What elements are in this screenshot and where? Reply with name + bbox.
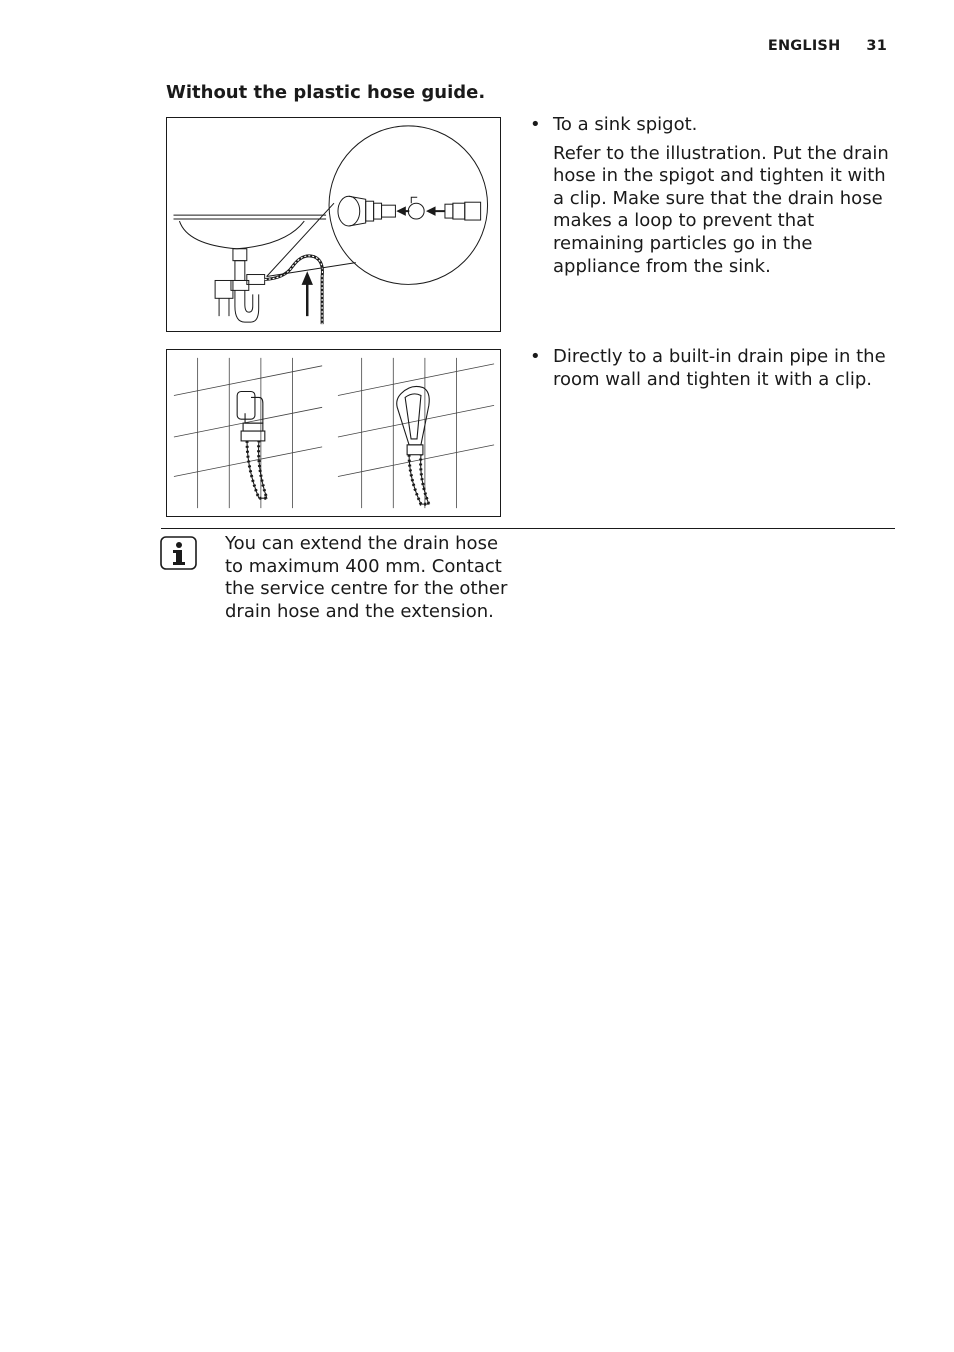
section-title: Without the plastic hose guide. (166, 82, 486, 103)
bullet: • (530, 346, 541, 367)
list-item-sink-spigot (530, 114, 895, 278)
page-header (768, 38, 887, 54)
item-body-text: Refer to the illustration. Put the drain hose in the spigot and tighten it with a clip. Make sure that the drain hose makes a loop to prevent that remaining particles go in the appliance from the sink. (553, 142, 889, 277)
info-icon (160, 536, 197, 570)
divider (161, 528, 895, 529)
sink-spigot-illustration (166, 117, 501, 332)
page-number: 31 (866, 38, 887, 54)
bullet: • (530, 114, 541, 135)
info-note-text: You can extend the drain hose to maximum 400 mm. Contact the service centre for the other drain hose and the extension. (225, 533, 508, 622)
item-lead-text: To a sink spigot. (553, 114, 698, 135)
wall-drain-illustration (166, 349, 501, 517)
header-language: ENGLISH (767, 38, 841, 54)
item-lead-text: Directly to a built-in drain pipe in the room wall and tighten it with a clip. (553, 346, 886, 390)
list-item-wall-drain (530, 346, 895, 391)
